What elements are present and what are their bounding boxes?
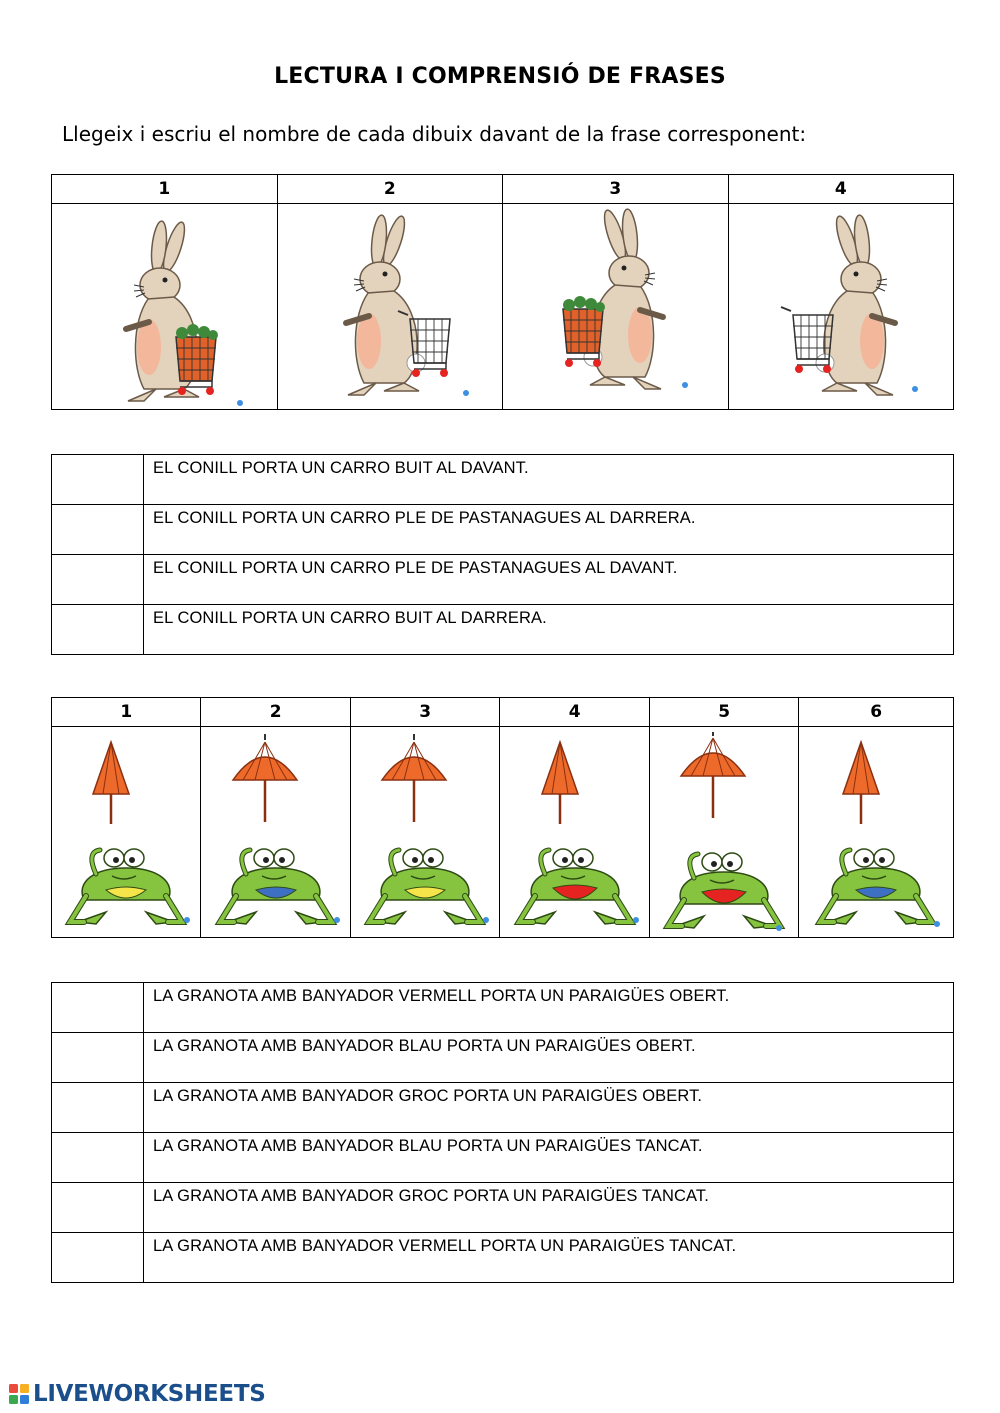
rabbit-number-2: 2: [277, 175, 503, 204]
frog-number-4: 4: [500, 698, 649, 727]
liveworksheets-logo-icon: [8, 1383, 30, 1405]
frog-red-open-umbrella-image: [659, 732, 789, 932]
liveworksheets-brand: [8, 1381, 265, 1407]
table-row: [52, 505, 954, 555]
frog-number-1: 1: [52, 698, 201, 727]
rabbit-answer-box-3[interactable]: [52, 555, 144, 605]
frog-sentence-1: LA GRANOTA AMB BANYADOR VERMELL PORTA UN PARAIGÜES OBERT.: [144, 983, 954, 1033]
frog-sentence-6: LA GRANOTA AMB BANYADOR VERMELL PORTA UN PARAIGÜES TANCAT.: [144, 1233, 954, 1283]
frog-sentence-4: LA GRANOTA AMB BANYADOR BLAU PORTA UN PARAIGÜES TANCAT.: [144, 1133, 954, 1183]
frog-number-2: 2: [201, 698, 350, 727]
rabbit-number-4: 4: [728, 175, 954, 204]
rabbit-picture-4: [728, 204, 954, 410]
table-row: [52, 555, 954, 605]
rabbit-picture-2: [277, 204, 503, 410]
frog-blue-closed-umbrella-image: [811, 732, 941, 932]
table-row: [52, 1133, 954, 1183]
frog-yellow-closed-umbrella-image: [61, 732, 191, 932]
rabbit-sentence-2: EL CONILL PORTA UN CARRO PLE DE PASTANAGUES AL DARRERA.: [144, 505, 954, 555]
frog-picture-1: [52, 727, 201, 938]
instruction-text: Llegeix i escriu el nombre de cada dibuix davant de la frase corresponent:: [62, 122, 807, 146]
frog-picture-4: [500, 727, 649, 938]
rabbit-full-cart-back-image: [515, 207, 715, 407]
rabbit-sentence-table: [51, 454, 954, 655]
rabbit-sentence-3: EL CONILL PORTA UN CARRO PLE DE PASTANAGUES AL DAVANT.: [144, 555, 954, 605]
frog-picture-3: [350, 727, 499, 938]
frog-yellow-open-umbrella-image: [360, 732, 490, 932]
frog-answer-box-2[interactable]: [52, 1033, 144, 1083]
worksheet-title: LECTURA I COMPRENSIÓ DE FRASES: [274, 64, 726, 89]
frog-number-5: 5: [649, 698, 798, 727]
frog-answer-box-6[interactable]: [52, 1233, 144, 1283]
rabbit-empty-cart-back-image: [741, 207, 941, 407]
table-row: [52, 983, 954, 1033]
rabbit-number-3: 3: [503, 175, 729, 204]
frog-answer-box-5[interactable]: [52, 1183, 144, 1233]
frog-sentence-5: LA GRANOTA AMB BANYADOR GROC PORTA UN PARAIGÜES TANCAT.: [144, 1183, 954, 1233]
rabbit-answer-box-1[interactable]: [52, 455, 144, 505]
table-row: [52, 1183, 954, 1233]
frog-sentence-3: LA GRANOTA AMB BANYADOR GROC PORTA UN PARAIGÜES OBERT.: [144, 1083, 954, 1133]
frog-number-6: 6: [799, 698, 954, 727]
rabbit-number-1: 1: [52, 175, 278, 204]
table-row: [52, 1033, 954, 1083]
table-row: [52, 1233, 954, 1283]
table-row: [52, 605, 954, 655]
rabbit-answer-box-2[interactable]: [52, 505, 144, 555]
frog-answer-box-1[interactable]: [52, 983, 144, 1033]
rabbit-sentence-1: EL CONILL PORTA UN CARRO BUIT AL DAVANT.: [144, 455, 954, 505]
rabbit-full-cart-front-image: [64, 207, 264, 407]
rabbit-picture-1: [52, 204, 278, 410]
table-row: [52, 455, 954, 505]
rabbit-answer-box-4[interactable]: [52, 605, 144, 655]
frog-picture-5: [649, 727, 798, 938]
rabbit-sentence-4: EL CONILL PORTA UN CARRO BUIT AL DARRERA.: [144, 605, 954, 655]
frog-answer-box-3[interactable]: [52, 1083, 144, 1133]
frog-number-3: 3: [350, 698, 499, 727]
rabbit-picture-table: [51, 174, 954, 410]
frog-picture-table: [51, 697, 954, 938]
table-row: [52, 1083, 954, 1133]
frog-sentence-2: LA GRANOTA AMB BANYADOR BLAU PORTA UN PARAIGÜES OBERT.: [144, 1033, 954, 1083]
brand-text: LIVEWORKSHEETS: [33, 1381, 266, 1407]
frog-answer-box-4[interactable]: [52, 1133, 144, 1183]
frog-picture-2: [201, 727, 350, 938]
frog-picture-6: [799, 727, 954, 938]
rabbit-empty-cart-front-image: [290, 207, 490, 407]
frog-red-closed-umbrella-image: [510, 732, 640, 932]
frog-sentence-table: [51, 982, 954, 1283]
rabbit-picture-3: [503, 204, 729, 410]
frog-blue-open-umbrella-image: [211, 732, 341, 932]
